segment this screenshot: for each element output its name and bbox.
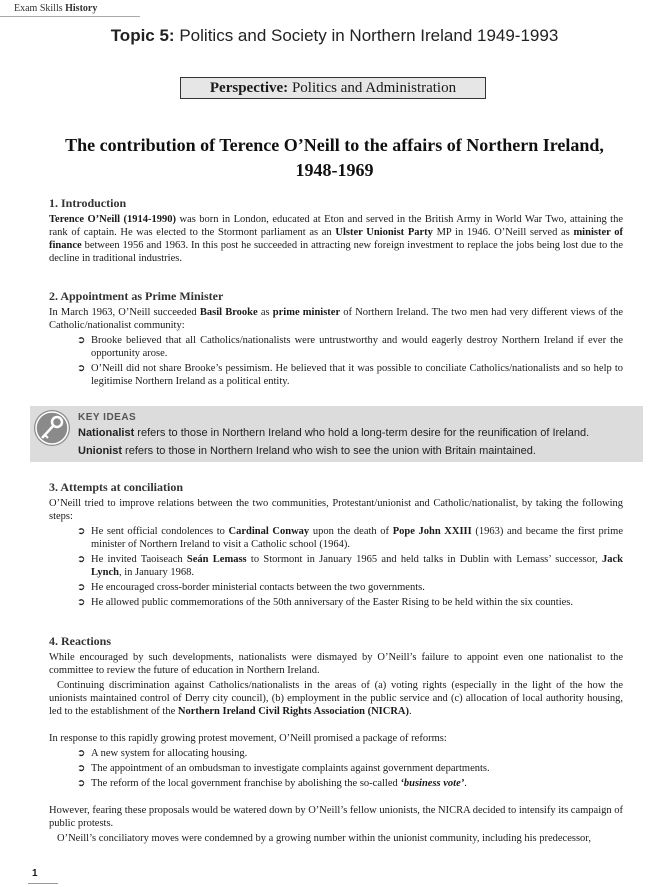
- text: MP in 1946. O’Neill served as: [432, 227, 574, 238]
- arrow-icon: ➲: [77, 597, 86, 608]
- arrow-icon: ➲: [77, 363, 86, 374]
- intro-paragraph: [49, 213, 623, 265]
- section-heading: 3. Attempts at conciliation: [49, 480, 183, 494]
- text: of Northern Ireland. The two men had very different views of the Catholic/nationalist community:: [49, 307, 623, 331]
- reforms-bullets: [49, 747, 623, 790]
- main-title-line1: The contribution of Terence O’Neill to the affairs of Northern Ireland,: [65, 135, 604, 155]
- key-icon: [32, 408, 72, 448]
- bold-text: Cardinal Conway: [228, 526, 310, 537]
- perspective-text: Politics and Administration: [291, 80, 457, 96]
- bold-text: Terence O’Neill (1914-1990): [49, 214, 177, 225]
- list-item: [77, 596, 623, 609]
- text: In March 1963, O’Neill succeeded: [49, 307, 200, 318]
- arrow-icon: ➲: [77, 763, 86, 774]
- text: was born in London, educated at Eton and served in the British Army in World War Two, attaining the rank of captain. He was elected to the Stormont parliament as an: [49, 214, 624, 238]
- topic-text: Politics and Society in Northern Ireland 1949-1993: [179, 26, 559, 45]
- reactions-paragraph-1: While encouraged by such developments, nationalists were dismayed by O’Neill’s failure to appoint even one nationalist to the committee to review the future of education in Northern Ireland.: [49, 652, 623, 676]
- running-header: [14, 3, 97, 14]
- text: as: [257, 307, 273, 318]
- page-number: 1: [32, 868, 38, 879]
- text: The appointment of an ombudsman to investigate complaints against government departments.: [91, 763, 490, 774]
- arrow-icon: ➲: [77, 335, 86, 346]
- text: He sent official condolences to: [91, 526, 229, 537]
- text: He allowed public commemorations of the 50th anniversary of the Easter Rising to be held within the six counties.: [91, 597, 574, 608]
- definition: refers to those in Northern Ireland who wish to see the union with Britain maintained.: [122, 445, 536, 457]
- topic-heading: [0, 26, 669, 46]
- perspective-box: [180, 77, 486, 99]
- arrow-icon: ➲: [77, 554, 86, 565]
- arrow-icon: ➲: [77, 526, 86, 537]
- list-item: [77, 553, 623, 579]
- bold-text: Jack Lynch: [91, 554, 623, 578]
- bold-text: minister of finance: [49, 227, 623, 251]
- subject-label: History: [65, 3, 98, 14]
- bold-text: Pope John XXIII: [392, 526, 472, 537]
- section-heading: 1. Introduction: [49, 196, 127, 210]
- section-reactions: [49, 634, 623, 845]
- list-item: [77, 581, 623, 594]
- text: O’Neill did not share Brooke’s pessimism. He believed that it was possible to conciliate Catholics/nationalists and so help to legitimise Northern Ireland as a political entity.: [91, 363, 623, 387]
- reactions-paragraph-2: [49, 679, 623, 718]
- appointment-paragraph: [49, 306, 623, 332]
- list-item: [77, 334, 623, 360]
- bold-text: Seán Lemass: [186, 554, 247, 565]
- list-item: [77, 747, 623, 760]
- key-idea-nationalist: [78, 427, 589, 439]
- text: .: [464, 778, 467, 789]
- list-item: [77, 762, 623, 775]
- term: Unionist: [78, 445, 122, 457]
- bold-text: Basil Brooke: [199, 307, 258, 318]
- text: The reform of the local government franchise by abolishing the so-called: [91, 778, 401, 789]
- text: He invited Taoiseach: [91, 554, 187, 565]
- text: to Stormont in January 1965 and held talks in Dublin with Lemass’ successor,: [246, 554, 602, 565]
- main-title-line2: 1948-1969: [295, 160, 374, 180]
- header-rule: [0, 16, 140, 17]
- reactions-paragraph-3: In response to this rapidly growing protest movement, O’Neill promised a package of reforms:: [49, 733, 447, 744]
- bold-text: Ulster Unionist Party: [335, 227, 433, 238]
- key-ideas-box: [30, 406, 643, 462]
- bold-italic-text: ‘business vote’: [400, 778, 465, 789]
- text: between 1956 and 1963. In this post he succeeded in attracting new foreign investment to replace the jobs being lost due to the decline in traditional industries.: [49, 240, 623, 264]
- section-introduction: [49, 196, 623, 265]
- text: Brooke believed that all Catholics/nationalists were untrustworthy and would eagerly destroy Northern Ireland if ever the opportunity arose.: [91, 335, 623, 359]
- key-idea-unionist: [78, 445, 536, 457]
- arrow-icon: ➲: [77, 748, 86, 759]
- conciliation-bullets: [49, 525, 623, 609]
- main-title: [20, 133, 649, 183]
- footer-rule: [28, 883, 58, 884]
- topic-label: Topic 5:: [110, 26, 175, 45]
- reactions-paragraph-5: O’Neill’s conciliatory moves were condemned by a growing number within the unionist community, including his predecessor,: [57, 833, 591, 844]
- text: , in January 1968.: [119, 567, 194, 578]
- text: A new system for allocating housing.: [91, 748, 248, 759]
- bold-text: prime minister: [272, 307, 341, 318]
- perspective-label: Perspective:: [209, 80, 289, 96]
- list-item: [77, 525, 623, 551]
- section-conciliation: [49, 480, 623, 611]
- definition: refers to those in Northern Ireland who hold a long-term desire for the reunification of Ireland.: [134, 427, 590, 439]
- section-appointment: [49, 289, 623, 390]
- appointment-bullets: [49, 334, 623, 388]
- arrow-icon: ➲: [77, 778, 86, 789]
- conciliation-paragraph: O’Neill tried to improve relations between the two communities, Protestant/unionist and Catholic/nationalist, by taking the following steps:: [49, 498, 623, 522]
- section-heading: 2. Appointment as Prime Minister: [49, 289, 224, 303]
- reactions-paragraph-4: However, fearing these proposals would be watered down by O’Neill’s fellow unionists, the NICRA decided to intensify its campaign of public protests.: [49, 805, 623, 829]
- section-heading: 4. Reactions: [49, 634, 111, 648]
- text: .: [409, 706, 412, 717]
- text: upon the death of: [309, 526, 393, 537]
- series-label: Exam Skills: [14, 3, 63, 14]
- text: He encouraged cross-border ministerial contacts between the two governments.: [91, 582, 425, 593]
- term: Nationalist: [78, 427, 135, 439]
- list-item: [77, 777, 623, 790]
- bold-text: Northern Ireland Civil Rights Association (NICRA): [177, 706, 409, 717]
- text: Continuing discrimination against Catholics/nationalists in the areas of (a) voting rights (especially in the light of the how the unionists maintained control of Derry city council), (b) employment in the public service and (c) allocation of local authority housing, led to the establishment of the: [49, 680, 623, 717]
- key-ideas-title: KEY IDEAS: [78, 412, 137, 423]
- text: (1963) and became the first prime minister of Northern Ireland to visit a Catholic school (1964).: [91, 526, 623, 550]
- arrow-icon: ➲: [77, 582, 86, 593]
- list-item: [77, 362, 623, 388]
